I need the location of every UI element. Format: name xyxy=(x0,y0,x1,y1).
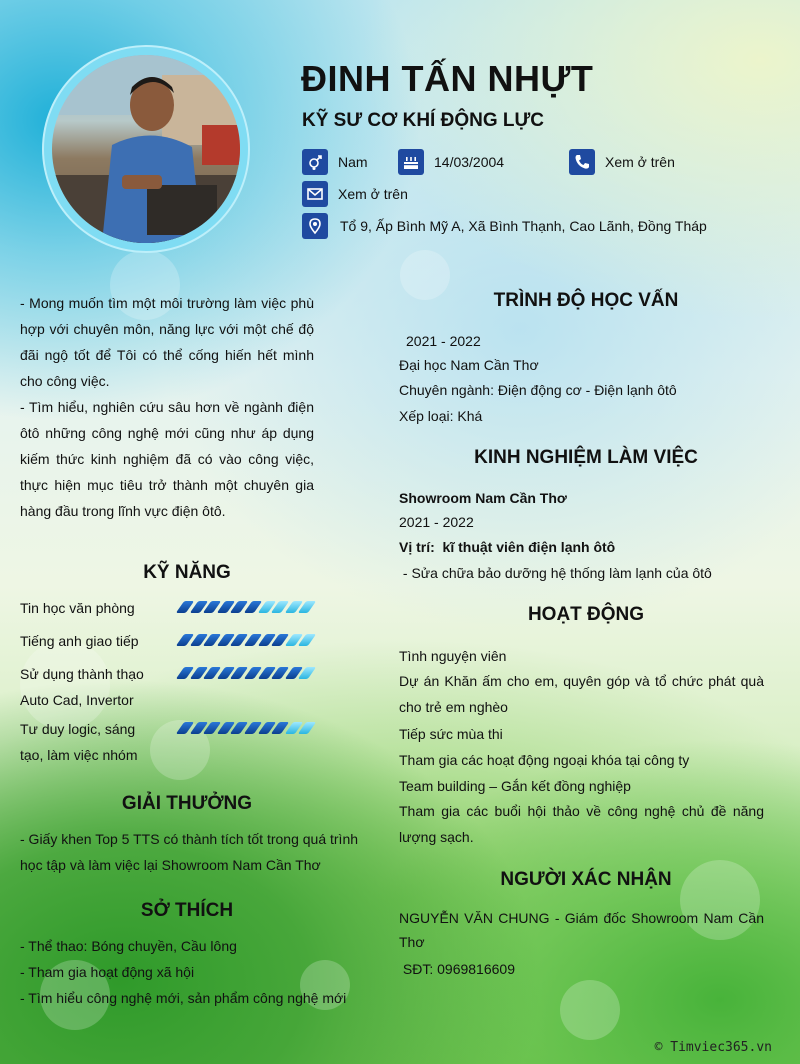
awards-text: - Giấy khen Top 5 TTS có thành tích tốt trong quá trình học tập và làm việc lại Showroom Nam Cần Thơ xyxy=(20,831,359,873)
location-pin-icon xyxy=(302,213,328,239)
address-info xyxy=(302,213,707,239)
experience-position: Vị trí: kĩ thuật viên điện lạnh ôtô xyxy=(399,539,616,555)
candidate-name: ĐINH TẤN NHỰT xyxy=(301,58,594,99)
experience-task: - Sửa chữa bảo dưỡng hệ thống làm lạnh của ôtô xyxy=(399,565,712,581)
dob-info xyxy=(398,149,504,175)
hobby-item: - Tìm hiểu công nghệ mới, sản phẩm công nghệ mới xyxy=(20,990,347,1006)
experience-heading: KINH NGHIỆM LÀM VIỆC xyxy=(474,447,698,468)
envelope-icon xyxy=(302,181,328,207)
skill-label: Tiếng anh giao tiếp xyxy=(20,633,139,649)
gender-info xyxy=(302,149,368,175)
skill-level-bar xyxy=(180,667,316,679)
footer-watermark: © Timviec365.vn xyxy=(654,1040,772,1055)
avatar xyxy=(52,55,240,243)
skills-heading: KỸ NĂNG xyxy=(143,562,231,583)
activity-item: Dự án Khăn ấm cho em, quyên góp và tổ chức phát quà cho trẻ em nghèo xyxy=(399,673,764,715)
skill-level-bar xyxy=(180,634,316,646)
gender-value: Nam xyxy=(338,154,368,170)
activity-item: Tham gia các buổi hội thảo về công nghệ chủ đề năng lượng sạch. xyxy=(399,803,764,845)
address-value: Tổ 9, Ấp Bình Mỹ A, Xã Bình Thạnh, Cao Lãnh, Đồng Tháp xyxy=(340,218,707,234)
activities-heading: HOẠT ĐỘNG xyxy=(527,604,645,625)
experience-company: Showroom Nam Cần Thơ xyxy=(399,490,567,506)
email-info xyxy=(302,181,408,207)
reference-phone: SĐT: 0969816609 xyxy=(399,961,515,977)
activity-item: Tham gia các hoạt động ngoại khóa tại công ty xyxy=(399,752,690,768)
reference-heading: NGƯỜI XÁC NHẬN xyxy=(500,869,672,890)
skill-label: Tư duy logic, sáng tạo, làm việc nhóm xyxy=(20,721,138,763)
phone-icon xyxy=(569,149,595,175)
skill-level-bar xyxy=(180,601,316,613)
awards-heading: GIẢI THƯỞNG xyxy=(121,793,253,814)
education-period: 2021 - 2022 xyxy=(406,333,481,349)
activity-item: Tình nguyện viên xyxy=(399,648,507,664)
experience-period: 2021 - 2022 xyxy=(399,514,474,530)
phone-info xyxy=(569,149,675,175)
bokeh-decoration xyxy=(560,980,620,1040)
education-heading: TRÌNH ĐỘ HỌC VẤN xyxy=(493,290,679,311)
email-value: Xem ở trên xyxy=(338,186,408,202)
hobby-item: - Thể thao: Bóng chuyền, Cầu lông xyxy=(20,938,237,954)
birthday-cake-icon xyxy=(398,149,424,175)
objective-paragraph-2: - Tìm hiểu, nghiên cứu sâu hơn về ngành điện ôtô những công nghệ mới cũng như áp dụng kiếm thức kinh nghiệm đã có vào công việc, thực hiện mục tiêu trở thành một chuyên gia hàng đầu trong lĩnh vực điện ôtô. xyxy=(20,399,314,519)
skill-label: Tin học văn phòng xyxy=(20,600,135,616)
skill-label: Sử dụng thành thạo Auto Cad, Invertor xyxy=(20,666,144,708)
skill-level-bar xyxy=(180,722,316,734)
education-grade: Xếp loại: Khá xyxy=(399,408,483,424)
education-major: Chuyên ngành: Điện động cơ - Điện lạnh ôtô xyxy=(399,382,677,398)
gender-icon xyxy=(302,149,328,175)
hobbies-heading: SỞ THÍCH xyxy=(140,900,234,921)
dob-value: 14/03/2004 xyxy=(434,154,505,170)
hobby-item: - Tham gia hoạt động xã hội xyxy=(20,964,195,980)
activity-item: Team building – Gắn kết đồng nghiệp xyxy=(399,778,631,794)
activity-item: Tiếp sức mùa thi xyxy=(399,726,503,742)
objective-paragraph-1: - Mong muốn tìm một môi trường làm việc phù hợp với chuyên môn, năng lực với một chế độ đãi ngộ tốt để Tôi có thể cống hiến hết mình cho công việc. xyxy=(20,295,314,389)
education-school: Đại học Nam Cần Thơ xyxy=(399,357,539,373)
job-title: KỸ SƯ CƠ KHÍ ĐỘNG LỰC xyxy=(302,110,544,131)
phone-value: Xem ở trên xyxy=(605,154,675,170)
reference-person: NGUYỄN VĂN CHUNG - Giám đốc Showroom Nam Cần Thơ xyxy=(399,910,764,950)
